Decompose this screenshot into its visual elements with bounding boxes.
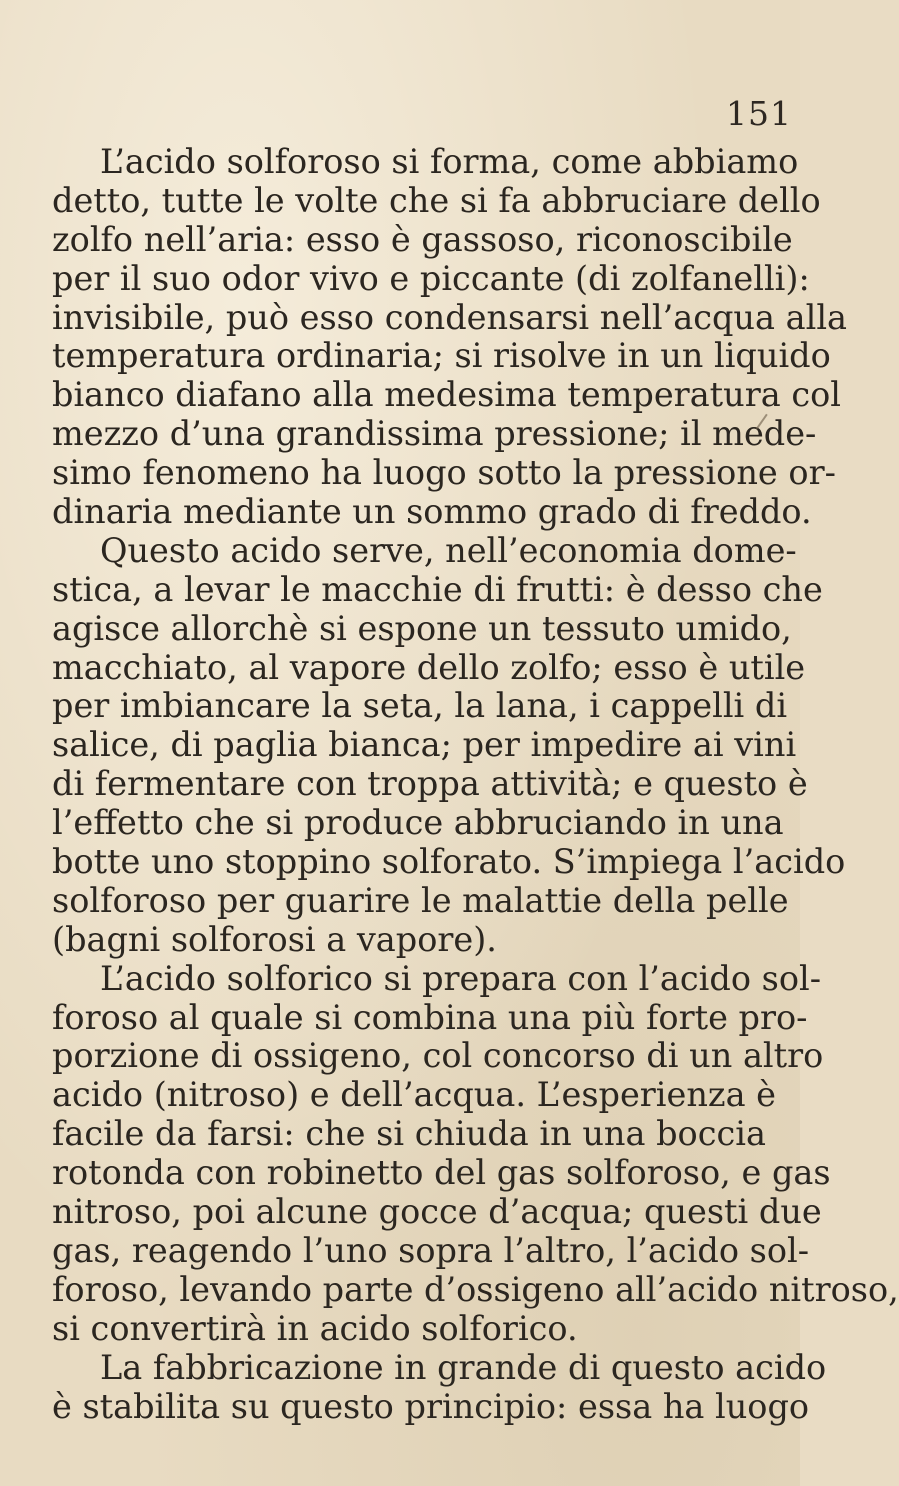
text-line: di fermentare con troppa attività; e questo è [52,764,808,804]
page-number: 151 [726,94,792,133]
body-text [52,142,899,1426]
text-line: agisce allorchè si espone un tessuto umido, [52,608,792,648]
text-line: salice, di paglia bianca; per impedire ai vini [52,725,797,765]
text-line: simo fenomeno ha luogo sotto la pressione or- [52,453,836,493]
text-line: botte uno stoppino solforato. S’impiega l’acido [52,842,846,882]
text-line: gas, reagendo l’uno sopra l’altro, l’acido sol- [52,1230,810,1270]
text-line: bianco diafano alla medesima temperatura col [52,375,841,415]
text-line: temperatura ordinaria; si risolve in un liquido [52,336,831,376]
text-line: per imbiancare la seta, la lana, i cappelli di [52,686,788,726]
text-line: porzione di ossigeno, col concorso di un altro [52,1036,824,1076]
text-line: si convertirà in acido solforico. [52,1308,578,1348]
text-line: mezzo d’una grandissima pressione; il mede- [52,414,817,454]
text-line: L’acido solforico si prepara con l’acido sol- [100,958,822,998]
text-line: foroso al quale si combina una più forte pro- [52,997,808,1037]
text-line: rotonda con robinetto del gas solforoso, e gas [52,1153,831,1193]
text-line: è stabilita su questo principio: essa ha luogo [52,1386,810,1426]
text-line: invisibile, può esso condensarsi nell’acqua alla [52,297,848,337]
text-line: solforoso per guarire le malattie della pelle [52,880,789,920]
text-line: L’acido solforoso si forma, come abbiamo [100,142,799,181]
text-line: nitroso, poi alcune gocce d’acqua; questi due [52,1192,822,1232]
text-line: macchiato, al vapore dello zolfo; esso è utile [52,647,806,687]
text-line: acido (nitroso) e dell’acqua. L’esperienza è [52,1075,777,1115]
text-line: Questo acido serve, nell’economia dome- [100,530,797,570]
text-line: detto, tutte le volte che si fa abbruciare dello [52,180,821,220]
text-line: (bagni solforosi a vapore). [52,919,497,959]
text-line: La fabbricazione in grande di questo acido [100,1347,827,1387]
text-line: l’effetto che si produce abbruciando in una [52,803,784,843]
text-line: stica, a levar le macchie di frutti: è desso che [52,569,823,609]
text-line: zolfo nell’aria: esso è gassoso, riconoscibile [52,219,793,259]
text-line: facile da farsi: che si chiuda in una boccia [52,1114,766,1154]
text-line: foroso, levando parte d’ossigeno all’acido nitroso, [52,1269,899,1309]
text-line: dinaria mediante un sommo grado di freddo. [52,492,812,532]
text-line: per il suo odor vivo e piccante (di zolfanelli): [52,258,810,298]
